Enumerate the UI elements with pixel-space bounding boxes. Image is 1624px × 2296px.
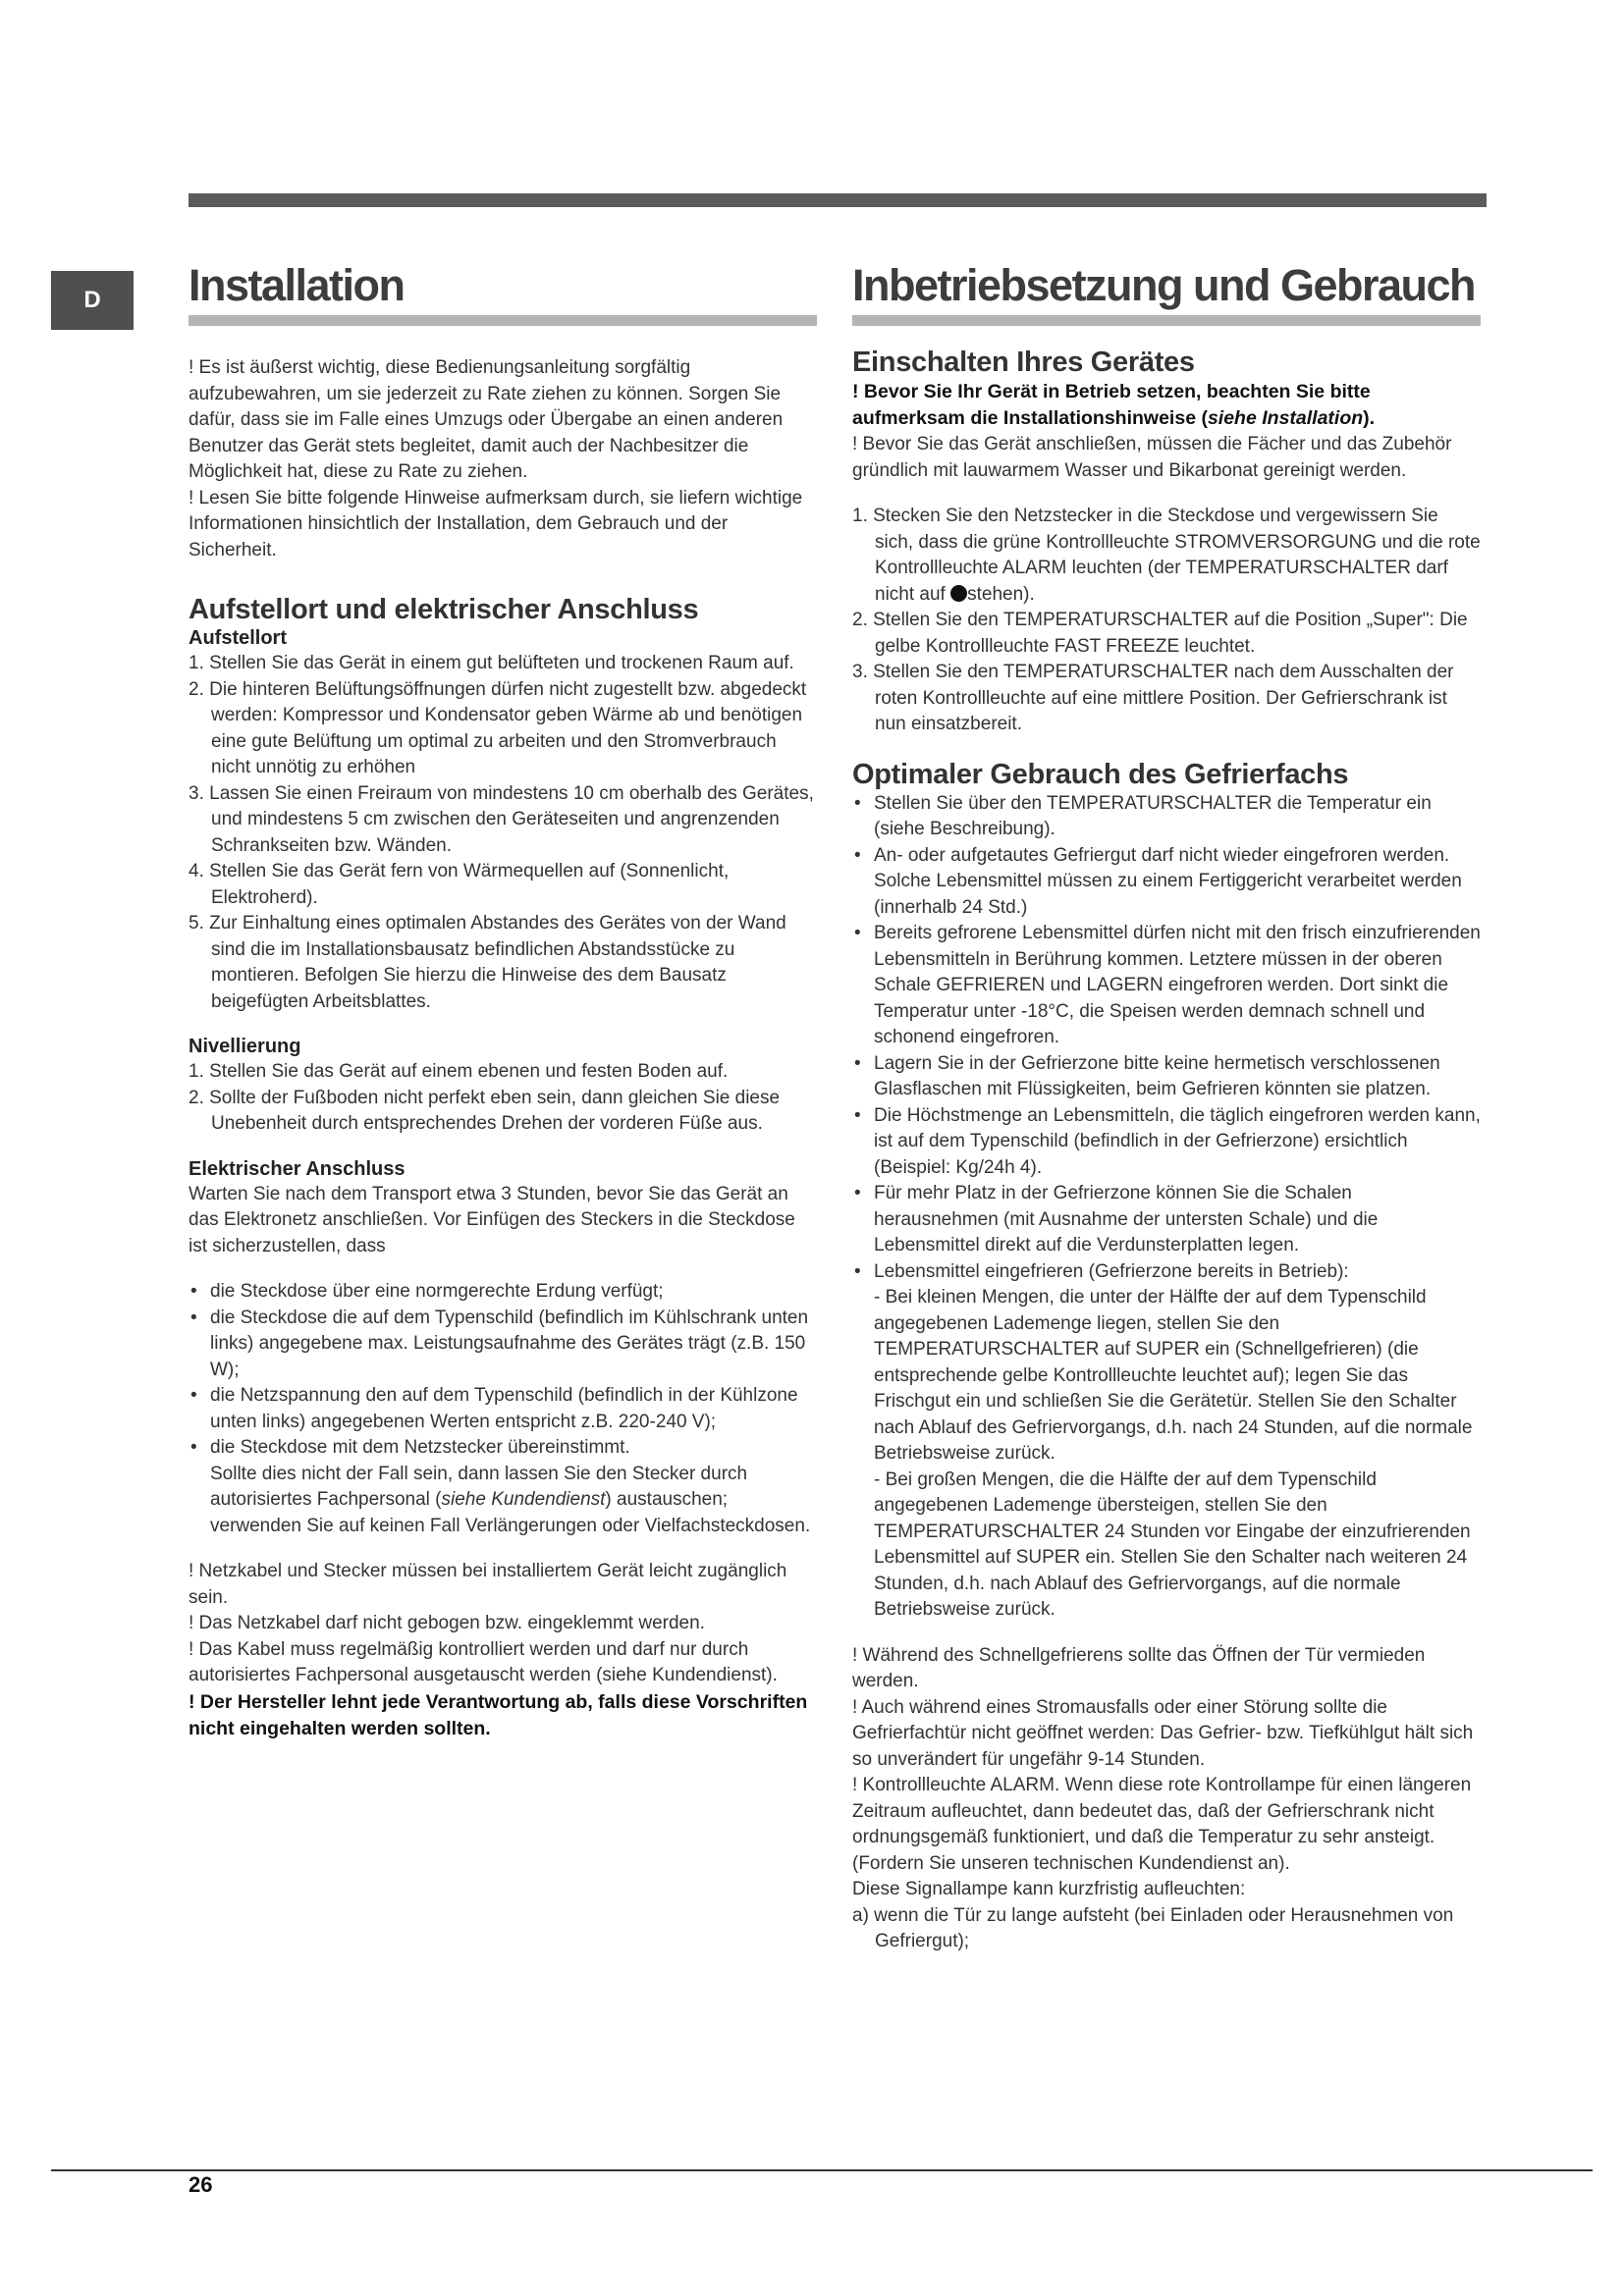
language-tab: D — [51, 271, 134, 330]
electrical-subheading: Elektrischer Anschluss — [189, 1157, 406, 1180]
list-item: 3. Stellen Sie den TEMPERATURSCHALTER nach dem Ausschalten der roten Kontrollleuchte auf eine mittlere Position. Der Gefrierschrank ist nun einsatzbereit. — [852, 662, 1454, 734]
list-item: 2. Die hinteren Belüftungsöffnungen dürfen nicht zugestellt bzw. abgedeckt werden: Kompressor und Kondensator geben Wärme ab und benötigen eine gute Belüftung um optimal zu arbeiten und den Stromverbrauch nicht unnötig zu erhöhen — [189, 678, 807, 777]
list-item: 1. Stellen Sie das Gerät in einem gut belüfteten und trockenen Raum auf. — [189, 653, 794, 673]
leveling-list — [189, 1059, 817, 1138]
list-item: • die Netzspannung den auf dem Typenschild (befindlich in der Kühlzone unten links) angegebenen Werten entspricht z.B. 220-240 V); — [190, 1385, 798, 1432]
list-item: • die Steckdose über eine normgerechte Erdung verfügt; — [190, 1281, 664, 1302]
list-item: 2. Sollte der Fußboden nicht perfekt eben sein, dann gleichen Sie diese Unebenheit durch entsprechendes Drehen der vorderen Füße aus. — [189, 1087, 781, 1134]
alarm-note-continued: Diese Signallampe kann kurzfristig aufleuchten: — [852, 1879, 1246, 1899]
list-item: • Lebensmittel eingefrieren (Gefrierzone bereits in Betrieb): - Bei kleinen Mengen, die unter der Hälfte der auf dem Typenschild angegebenen Lademenge liegen, stellen Sie den TEMPERATURSCHALTER auf SUPER ein (Schnellgefrieren) (die entsprechende gelbe Kontrollleuchte leuchtet auf); legen Sie das Frischgut ein und schließen Sie die Gerätetür. Stellen Sie den Schalter nach Ablauf des Gefriervorgangs, d.h. nach 24 Stunden, auf die normale Betriebsweise zurück. - Bei großen Mengen, die die Hälfte der auf dem Typenschild angegebenen Lademenge übersteigen, stellen Sie den TEMPERATURSCHALTER 24 Stunden vor Eingabe der einzufrierenden Lebensmittel auf SUPER ein. Stellen Sie den Schalter nach weiteren 24 Stunden, d.h. nach Ablauf des Gefriervorgangs, auf die normale Betriebsweise zurück. — [854, 1260, 1473, 1620]
title-underline — [189, 315, 817, 326]
list-item: • die Steckdose die auf dem Typenschild (befindlich im Kühlschrank unten links) angegebene max. Leistungsaufnahme des Gerätes trägt (z.B. 150 W); — [190, 1307, 809, 1380]
title-underline — [852, 315, 1481, 326]
list-item: • die Steckdose mit dem Netzstecker übereinstimmt. Sollte dies nicht der Fall sein, dann lassen Sie den Stecker durch autorisiertes Fachpersonal (siehe Kundendienst) austauschen; verwenden Sie auf keinen Fall Verlängerungen oder Vielfachsteckdosen. — [190, 1437, 811, 1536]
list-item: 4. Stellen Sie das Gerät fern von Wärmequellen auf (Sonnenlicht, Elektroherd). — [189, 861, 730, 908]
installation-warning: ! Bevor Sie Ihr Gerät in Betrieb setzen, beachten Sie bitte aufmerksam die Installationshinweise (siehe Installation). — [852, 381, 1376, 429]
list-item: 5. Zur Einhaltung eines optimalen Abstandes des Gerätes von der Wand sind die im Installationsbausatz befindlichen Abstandsstücke zu montieren. Befolgen Sie hierzu die Hinweise des dem Bausatz beigefügten Arbeitsblattes. — [189, 913, 786, 1012]
footer-rule — [51, 2169, 1593, 2171]
installation-reference: siehe Installation — [1207, 407, 1364, 429]
off-position-dot-icon — [950, 585, 967, 602]
operation-column — [852, 257, 1481, 1955]
top-rule — [189, 193, 1487, 207]
alarm-note: ! Kontrollleuchte ALARM. Wenn diese rote Kontrollampe für einen längeren Zeitraum aufleuchtet, dann bedeutet das, daß der Gefrierschrank nicht ordnungsgemäß funktioniert, und daß die Temperatur zu sehr ansteigt. (Fordern Sie unseren technischen Kundendienst an). — [852, 1775, 1472, 1874]
electrical-intro: Warten Sie nach dem Transport etwa 3 Stunden, bevor Sie das Gerät an das Elektronetz anschließen. Vor Einfügen des Steckers in die Steckdose ist sicherzustellen, dass — [189, 1183, 795, 1256]
power-failure-note: ! Auch während eines Stromausfalls oder einer Störung sollte die Gefrierfachtür nicht geöffnet werden: Das Gefrier- bzw. Tiefkühlgut hält sich so unverändert für ungefähr 9-14 Stunden. — [852, 1696, 1474, 1770]
page-number: 26 — [189, 2172, 213, 2197]
service-reference: siehe Kundendienst — [441, 1489, 606, 1510]
leveling-subheading: Nivellierung — [189, 1036, 301, 1057]
alarm-cases — [852, 1903, 1481, 1955]
intro-note: ! Lesen Sie bitte folgende Hinweise aufmerksam durch, sie liefern wichtige Informationen hinsichtlich der Installation, dem Gebrauch und der Sicherheit. — [189, 487, 803, 561]
operation-title: Inbetriebsetzung und Gebrauch — [852, 260, 1476, 310]
electrical-checklist — [189, 1279, 817, 1539]
cleaning-note: ! Bevor Sie das Gerät anschließen, müssen die Fächer und das Zubehör gründlich mit lauwarmem Wasser und Bikarbonat gereinigt werden. — [852, 434, 1452, 481]
list-item: • An- oder aufgetautes Gefriergut darf nicht wieder eingefroren werden. Solche Lebensmittel müssen zu einem Fertiggericht verarbeitet werden (innerhalb 24 Std.) — [854, 844, 1462, 918]
list-item: 2. Stellen Sie den TEMPERATURSCHALTER auf die Position „Super": Die gelbe Kontrollleuchte FAST FREEZE leuchtet. — [852, 610, 1468, 657]
liability-warning: ! Der Hersteller lehnt jede Verantwortung ab, falls diese Vorschriften nicht eingehalten werden sollten. — [189, 1690, 808, 1739]
intro-paragraph: ! Es ist äußerst wichtig, diese Bedienungsanleitung sorgfältig aufzubewahren, um sie jederzeit zu Rate ziehen zu können. Sorgen Sie dafür, dass sie im Falle eines Umzugs oder Übergabe an einen anderen Benutzer das Gerät stets begleitet, damit auch der Nachbesitzer die Möglichkeit hat, diese zu Rate zu ziehen. — [189, 357, 784, 482]
placement-section-heading: Aufstellort und elektrischer Anschluss — [189, 594, 699, 625]
list-item: • Stellen Sie über den TEMPERATURSCHALTER die Temperatur ein (siehe Beschreibung). — [854, 792, 1432, 839]
cable-note: ! Netzkabel und Stecker müssen bei installiertem Gerät leicht zugänglich sein. — [189, 1561, 787, 1608]
startup-steps — [852, 504, 1481, 738]
placement-subheading: Aufstellort — [189, 627, 287, 649]
list-item: • Bereits gefrorene Lebensmittel dürfen nicht mit den frisch einzufrierenden Lebensmitteln in Berührung kommen. Letztere müssen in der oberen Schale GEFRIEREN und LAGERN eingefroren werden. Dort sinkt die Temperatur unter -18°C, die Speisen werden demnach schnell und schonend eingefroren. — [854, 923, 1481, 1047]
placement-list — [189, 651, 817, 1015]
list-item: 3. Lassen Sie einen Freiraum von mindestens 10 cm oberhalb des Gerätes, und mindestens 5 cm zwischen den Geräteseiten und angrenzenden Schrankseiten bzw. Wänden. — [189, 782, 814, 856]
list-item: • Die Höchstmenge an Lebensmitteln, die täglich eingefroren werden kann, ist auf dem Typenschild (befindlich in der Gefrierzone) ersichtlich (Beispiel: Kg/24h 4). — [854, 1104, 1481, 1178]
list-item: 1. Stellen Sie das Gerät auf einem ebenen und festen Boden auf. — [189, 1061, 729, 1082]
list-item: 1. Stecken Sie den Netzstecker in die Steckdose und vergewissern Sie sich, dass die grüne Kontrollleuchte STROMVERSORGUNG und die rote Kontrollleuchte ALARM leuchten (der TEMPERATURSCHALTER darf nicht auf stehen). — [852, 506, 1481, 605]
optimal-use-list — [852, 791, 1481, 1624]
cable-note: ! Das Kabel muss regelmäßig kontrolliert werden und darf nur durch autorisiertes Fachpersonal ausgetauscht werden (siehe Kundendienst). — [189, 1638, 778, 1685]
freezing-note: ! Während des Schnellgefrierens sollte das Öffnen der Tür vermieden werden. — [852, 1644, 1426, 1691]
list-item: • Für mehr Platz in der Gefrierzone können Sie die Schalen herausnehmen (mit Ausnahme der untersten Schale) und die Lebensmittel direkt auf die Verdunsterplatten legen. — [854, 1183, 1379, 1255]
list-item: a) wenn die Tür zu lange aufsteht (bei Einladen oder Herausnehmen von Gefriergut); — [852, 1904, 1454, 1951]
installation-title: Installation — [189, 260, 405, 310]
switch-on-heading: Einschalten Ihres Gerätes — [852, 347, 1195, 378]
list-item: • Lagern Sie in der Gefrierzone bitte keine hermetisch verschlossenen Glasflaschen mit Flüssigkeiten, beim Gefrieren könnten sie platzen. — [854, 1052, 1440, 1099]
optimal-use-heading: Optimaler Gebrauch des Gefrierfachs — [852, 758, 1349, 790]
cable-note: ! Das Netzkabel darf nicht gebogen bzw. eingeklemmt werden. — [189, 1613, 705, 1633]
installation-column — [189, 257, 817, 1742]
